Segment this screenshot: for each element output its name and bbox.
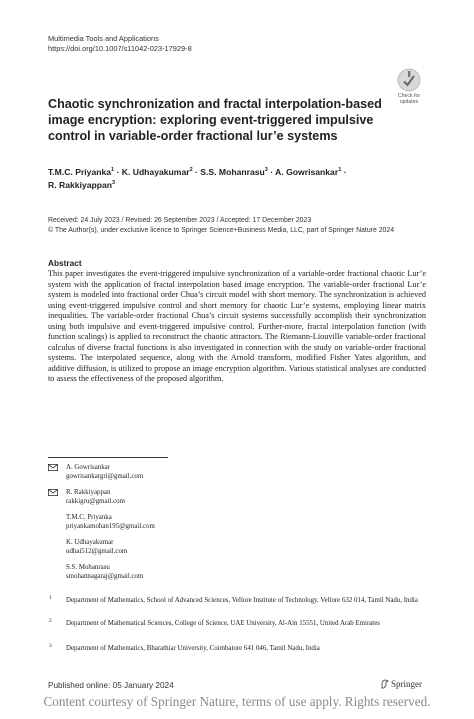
- correspondence-name: S.S. Mohanrasu: [66, 564, 110, 571]
- abstract-text: This paper investigates the event-triggered impulsive synchronization of a variable-order fractional chaotic Lur’e system with the application of fractal interpolation based image encryption. The variable-order fractional Lur’e system is modeled into fractional order Chua’s circuit model with short memory. The synchronization is achieved using event-triggered impulsive control and short memory for chaotic Lur’e systems, employing linear matrix inequalities. The variable-order fractional Chua’s circuit systems successfully accomplish their synchronization using both impulsive and event-triggered impulsive control. Further-more, fractal interpolation function (with function scalings) is applied to reconstruct the chaotic attractors. The Riemann-Liouville variable-order fractional calculus of diverse fractal functions is also investigated in connection with the study on variable-order fractional systems. The interpolated sequence, along with the Arnold transform, modified Fisher Yates algorithm, and additive diffusion, is utilized to propose an image encryption algorithm. Various statistical analyses are conducted to assess the effectiveness of the proposed algorithm.: [48, 269, 426, 383]
- publisher-name: Springer: [391, 679, 422, 689]
- check-updates-line2: updates: [399, 99, 419, 105]
- courtesy-watermark: Content courtesy of Springer Nature, terms of use apply. Rights reserved.: [43, 694, 431, 709]
- author-name: K. Udhayakumar: [121, 166, 190, 177]
- abstract-heading: Abstract: [48, 258, 82, 268]
- journal-header: [48, 34, 192, 54]
- author-affiliation-mark: 3: [112, 180, 116, 187]
- correspondence-name: A. Gowrisankar: [66, 464, 111, 471]
- correspondence-name: T.M.C. Priyanka: [66, 514, 112, 521]
- history-dates: Received: 24 July 2023 / Revised: 26 September 2023 / Accepted: 17 December 2023: [48, 217, 312, 224]
- affiliation-number: 3: [49, 643, 52, 649]
- author-name: R. Rakkiyappan: [48, 180, 112, 191]
- footnote-divider: [48, 457, 168, 458]
- affiliation-number: 1: [49, 595, 52, 601]
- journal-name: Multimedia Tools and Applications: [48, 34, 159, 43]
- check-updates-line1: Check for: [397, 93, 421, 99]
- envelope-icon: [48, 489, 58, 496]
- correspondence-name: K. Udhayakumar: [66, 539, 114, 546]
- affiliation-text: Department of Mathematics, School of Advanced Sciences, Vellore Institute of Technology, Vellore 632 014, Tamil Nadu, India: [66, 597, 418, 604]
- check-for-updates-badge[interactable]: [391, 68, 427, 105]
- author-affiliation-mark: 1: [338, 167, 342, 173]
- article-history: [48, 216, 438, 235]
- author-separator: ·: [192, 166, 201, 177]
- author-affiliation-mark: 2: [189, 167, 193, 173]
- author-name: T.M.C. Priyanka: [48, 166, 112, 177]
- copyright-notice: © The Author(s), under exclusive licence to Springer Science+Business Media, LLC, part of Springer Nature 2024: [48, 226, 395, 234]
- author-affiliation-mark: 3: [264, 167, 268, 173]
- correspondence-email[interactable]: smohannagaraj@gmail.com: [66, 573, 144, 581]
- envelope-icon: [48, 464, 58, 471]
- correspondence-name: R. Rakkiyappan: [66, 489, 111, 496]
- correspondence-email[interactable]: gowrisankargri@gmail.com: [66, 473, 144, 481]
- publisher-logo[interactable]: [380, 679, 422, 689]
- correspondence-email[interactable]: udhai512@gmail.com: [66, 548, 128, 556]
- author-separator: ·: [114, 166, 122, 177]
- check-updates-icon: [397, 68, 421, 92]
- author-affiliation-mark: 1: [111, 167, 115, 173]
- author-name: A. Gowrisankar: [275, 166, 339, 177]
- springer-horse-icon: [380, 679, 389, 689]
- author-separator: ·: [267, 166, 276, 177]
- author-name: S.S. Mohanrasu: [200, 166, 265, 177]
- journal-doi[interactable]: https://doi.org/10.1007/s11042-023-17929-8: [48, 44, 192, 53]
- correspondence-email[interactable]: rakkigru@gmail.com: [66, 498, 125, 506]
- article-title: Chaotic synchronization and fractal interpolation-based image encryption: exploring event-triggered impulsive control in variable-order fractional lur’e systems: [48, 97, 382, 143]
- affiliation-number: 2: [49, 618, 52, 624]
- author-list: [48, 165, 428, 192]
- affiliation-text: Department of Mathematics, Bharathiar University, Coimbatore 641 046, Tamil Nadu, India: [66, 645, 320, 652]
- affiliation-text: Department of Mathematical Sciences, College of Science, UAE University, Al-Ain 15551, United Arab Emirates: [66, 620, 380, 627]
- author-separator: ·: [341, 166, 347, 177]
- published-date: Published online: 05 January 2024: [48, 681, 174, 690]
- correspondence-email[interactable]: priyankamohan195@gmail.com: [66, 523, 155, 531]
